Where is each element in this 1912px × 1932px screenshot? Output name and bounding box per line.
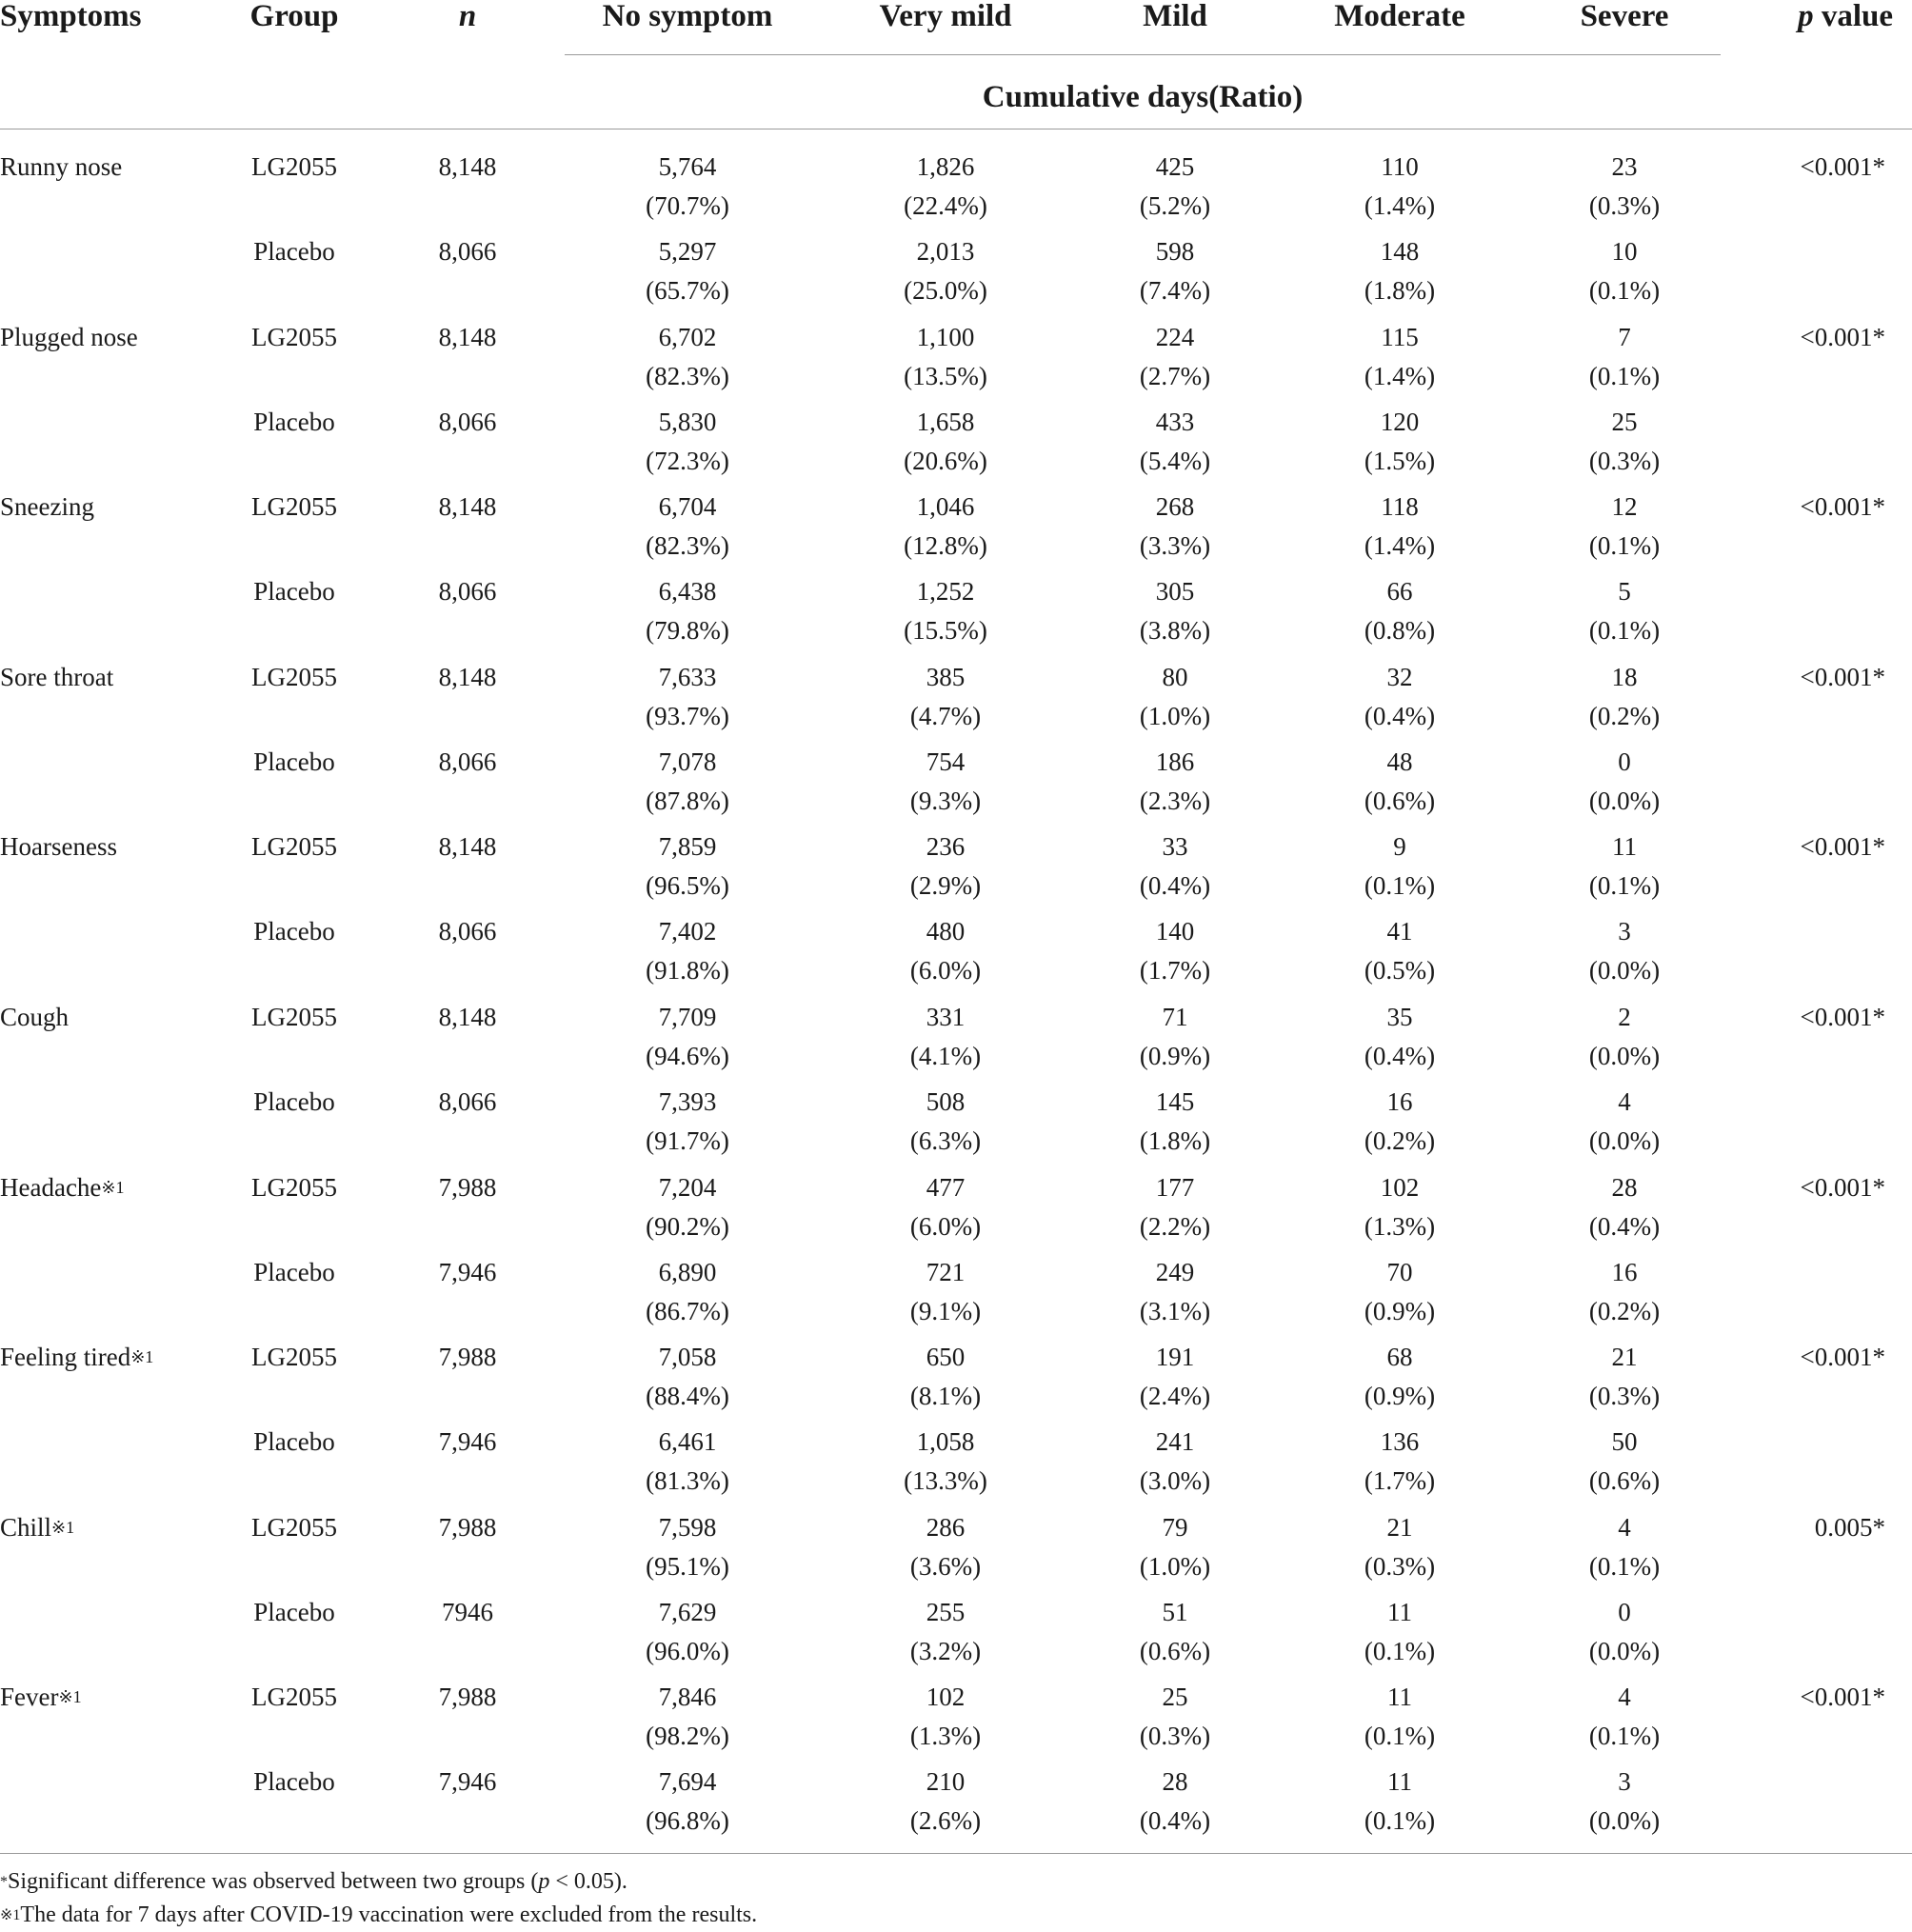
n-value: 8,148 (438, 322, 497, 351)
ratio-value: (0.3%) (1139, 1722, 1211, 1751)
count-value: 7,846 (658, 1683, 717, 1712)
count-value: 11 (1612, 832, 1637, 862)
count-value: 0 (1618, 1597, 1631, 1626)
symptom-label (0, 1508, 74, 1547)
ratio-value: (6.0%) (909, 1211, 982, 1241)
n-value: 7,946 (438, 1427, 497, 1457)
count-value: 51 (1162, 1597, 1188, 1626)
ratio-value: (25.0%) (904, 276, 987, 305)
header-divider (565, 54, 1721, 55)
ratio-value: (79.8%) (646, 616, 729, 646)
count-value: 102 (926, 1683, 966, 1712)
symptom-name: Feeling tired (0, 1343, 131, 1372)
group-label: LG2055 (251, 492, 337, 522)
ratio-value: (88.4%) (646, 1382, 729, 1411)
count-value: 11 (1387, 1597, 1412, 1626)
ratio-value: (65.7%) (646, 276, 729, 305)
ratio-value: (96.5%) (646, 871, 729, 901)
group-label: Placebo (253, 1257, 335, 1286)
p-value: <0.001* (1800, 1683, 1885, 1712)
count-value: 268 (1155, 492, 1195, 522)
ratio-value: (5.4%) (1139, 446, 1211, 475)
symptom-footnote-mark: ※1 (51, 1517, 75, 1537)
ratio-value: (0.6%) (1588, 1466, 1661, 1496)
ratio-value: (95.1%) (646, 1551, 729, 1581)
ratio-value: (2.3%) (1139, 786, 1211, 815)
n-value: 7,946 (438, 1257, 497, 1286)
count-value: 145 (1155, 1087, 1195, 1116)
count-value: 433 (1155, 407, 1195, 436)
group-label: LG2055 (251, 1343, 337, 1372)
group-label: Placebo (253, 747, 335, 776)
n-value: 7,988 (438, 1172, 497, 1202)
count-value: 4 (1618, 1087, 1631, 1116)
ratio-value: (6.0%) (909, 956, 982, 986)
n-value: 8,066 (438, 237, 497, 266)
col-header-severe: Severe (1580, 0, 1669, 33)
count-value: 286 (926, 1512, 966, 1542)
ratio-value: (0.9%) (1139, 1042, 1211, 1070)
n-value: 8,148 (438, 662, 497, 691)
symptom-label (0, 827, 117, 866)
group-label: LG2055 (251, 1003, 337, 1031)
p-value: <0.001* (1800, 662, 1885, 691)
count-value: 9 (1393, 832, 1406, 862)
ratio-value: (0.1%) (1588, 361, 1661, 390)
ratio-value: (7.4%) (1139, 276, 1211, 305)
ratio-value: (0.2%) (1588, 1296, 1661, 1325)
ratio-value: (0.1%) (1364, 1636, 1436, 1665)
ratio-value: (0.1%) (1588, 871, 1661, 901)
count-value: 186 (1155, 747, 1195, 776)
n-value: 8,066 (438, 747, 497, 776)
count-value: 23 (1611, 152, 1638, 181)
count-value: 6,438 (658, 577, 717, 607)
ratio-value: (1.4%) (1364, 531, 1436, 561)
count-value: 7 (1618, 322, 1631, 351)
ratio-value: (0.2%) (1588, 701, 1661, 730)
group-label: LG2055 (251, 152, 337, 181)
ratio-value: (81.3%) (646, 1466, 729, 1496)
ratio-value: (2.7%) (1139, 361, 1211, 390)
ratio-value: (2.9%) (909, 871, 982, 901)
group-label: Placebo (253, 577, 335, 607)
ratio-value: (86.7%) (646, 1296, 729, 1325)
ratio-value: (0.4%) (1139, 1806, 1211, 1836)
ratio-value: (6.3%) (909, 1126, 982, 1155)
ratio-value: (0.4%) (1364, 701, 1436, 730)
count-value: 28 (1162, 1767, 1188, 1797)
ratio-value: (0.1%) (1364, 871, 1436, 901)
footnote-vaccination: $^{※1}$The data for 7 days after COVID-19 vaccination were excluded from the results. (0, 1902, 758, 1927)
ratio-value: (0.8%) (1364, 616, 1436, 646)
count-value: 3 (1618, 917, 1631, 946)
symptom-label (0, 1678, 82, 1717)
ratio-value: (1.0%) (1139, 701, 1211, 730)
n-value: 8,066 (438, 917, 497, 946)
ratio-value: (0.1%) (1588, 531, 1661, 561)
count-value: 224 (1155, 322, 1195, 351)
ratio-value: (4.7%) (909, 701, 982, 730)
count-value: 177 (1155, 1172, 1195, 1202)
symptom-label (0, 1338, 153, 1377)
group-label: Placebo (253, 1087, 335, 1116)
ratio-value: (1.4%) (1364, 361, 1436, 390)
ratio-value: (0.1%) (1588, 1722, 1661, 1751)
ratio-value: (0.0%) (1588, 786, 1661, 815)
ratio-value: (1.3%) (909, 1722, 982, 1751)
group-label: LG2055 (251, 1683, 337, 1712)
col-header-no-symptom: No symptom (602, 0, 773, 33)
count-value: 25 (1162, 1683, 1188, 1712)
symptom-label (0, 998, 69, 1037)
ratio-value: (20.6%) (904, 446, 987, 475)
symptom-label (0, 318, 138, 357)
count-value: 241 (1155, 1427, 1195, 1457)
col-header-mild: Mild (1143, 0, 1207, 33)
ratio-value: (91.7%) (646, 1126, 729, 1155)
ratio-value: (82.3%) (646, 361, 729, 390)
ratio-value: (13.3%) (904, 1466, 987, 1496)
p-value: <0.001* (1800, 1003, 1885, 1031)
count-value: 5,297 (658, 237, 717, 266)
ratio-value: (15.5%) (904, 616, 987, 646)
n-value: 8,066 (438, 1087, 497, 1116)
count-value: 11 (1387, 1767, 1412, 1797)
ratio-value: (9.1%) (909, 1296, 982, 1325)
count-value: 7,058 (658, 1343, 717, 1372)
footnote-significance: *Significant difference was observed between two groups (p < 0.05). (0, 1869, 627, 1894)
ratio-value: (8.1%) (909, 1382, 982, 1411)
count-value: 28 (1611, 1172, 1638, 1202)
ratio-value: (82.3%) (646, 531, 729, 561)
count-value: 148 (1380, 237, 1420, 266)
count-value: 598 (1155, 237, 1195, 266)
n-value: 7,946 (438, 1767, 497, 1797)
count-value: 1,058 (916, 1427, 975, 1457)
group-label: Placebo (253, 1597, 335, 1626)
ratio-value: (70.7%) (646, 191, 729, 220)
symptom-name: Cough (0, 1003, 70, 1031)
count-value: 120 (1380, 407, 1420, 436)
count-value: 331 (926, 1003, 966, 1031)
count-value: 7,633 (658, 662, 717, 691)
ratio-value: (72.3%) (646, 446, 729, 475)
ratio-value: (3.2%) (909, 1636, 982, 1665)
ratio-value: (3.6%) (909, 1551, 982, 1581)
ratio-value: (0.1%) (1588, 616, 1661, 646)
p-value: <0.001* (1800, 152, 1885, 181)
ratio-value: (1.0%) (1139, 1551, 1211, 1581)
count-value: 1,658 (916, 407, 975, 436)
count-value: 236 (926, 832, 966, 862)
ratio-value: (0.6%) (1139, 1636, 1211, 1665)
ratio-value: (0.0%) (1588, 1806, 1661, 1836)
count-value: 7,709 (658, 1003, 717, 1031)
symptom-name: Chill (0, 1512, 52, 1542)
ratio-value: (90.2%) (646, 1211, 729, 1241)
ratio-value: (98.2%) (646, 1722, 729, 1751)
n-value: 8,148 (438, 492, 497, 522)
count-value: 477 (926, 1172, 966, 1202)
symptom-label (0, 658, 113, 697)
ratio-value: (12.8%) (904, 531, 987, 561)
count-value: 140 (1155, 917, 1195, 946)
count-value: 16 (1386, 1087, 1413, 1116)
ratio-value: (1.7%) (1364, 1466, 1436, 1496)
p-value: <0.001* (1800, 1343, 1885, 1372)
ratio-value: (0.3%) (1588, 1382, 1661, 1411)
ratio-value: (0.5%) (1364, 956, 1436, 986)
col-header-moderate: Moderate (1334, 0, 1465, 33)
count-value: 71 (1162, 1003, 1188, 1031)
ratio-value: (87.8%) (646, 786, 729, 815)
symptom-name: Sneezing (0, 492, 94, 522)
count-value: 16 (1611, 1257, 1638, 1286)
symptom-footnote-mark: ※1 (58, 1687, 82, 1707)
count-value: 21 (1386, 1512, 1413, 1542)
ratio-value: (1.7%) (1139, 956, 1211, 986)
ratio-value: (0.1%) (1588, 276, 1661, 305)
ratio-value: (2.2%) (1139, 1211, 1211, 1241)
count-value: 508 (926, 1087, 966, 1116)
count-value: 6,704 (658, 492, 717, 522)
ratio-value: (0.6%) (1364, 786, 1436, 815)
count-value: 18 (1611, 662, 1638, 691)
symptom-name: Fever (0, 1683, 59, 1712)
count-value: 102 (1380, 1172, 1420, 1202)
ratio-value: (0.1%) (1364, 1806, 1436, 1836)
count-value: 7,598 (658, 1512, 717, 1542)
ratio-value: (1.3%) (1364, 1211, 1436, 1241)
group-label: LG2055 (251, 832, 337, 862)
count-value: 721 (926, 1257, 966, 1286)
symptom-name: Headache (0, 1172, 102, 1202)
count-value: 80 (1162, 662, 1188, 691)
symptom-name: Plugged nose (0, 322, 138, 351)
count-value: 25 (1611, 407, 1638, 436)
symptom-footnote-mark: ※1 (101, 1177, 125, 1197)
symptom-label (0, 148, 122, 187)
group-label: LG2055 (251, 662, 337, 691)
count-value: 6,702 (658, 322, 717, 351)
ratio-value: (3.3%) (1139, 531, 1211, 561)
ratio-value: (0.9%) (1364, 1296, 1436, 1325)
count-value: 21 (1611, 1343, 1638, 1372)
ratio-value: (1.5%) (1364, 446, 1436, 475)
group-label: LG2055 (251, 322, 337, 351)
col-header-very-mild: Very mild (879, 0, 1012, 33)
n-value: 8,066 (438, 407, 497, 436)
ratio-value: (0.3%) (1588, 446, 1661, 475)
ratio-value: (94.6%) (646, 1042, 729, 1070)
ratio-value: (0.0%) (1588, 956, 1661, 986)
count-value: 480 (926, 917, 966, 946)
ratio-value: (3.1%) (1139, 1296, 1211, 1325)
count-value: 33 (1162, 832, 1188, 862)
count-value: 68 (1386, 1343, 1413, 1372)
n-value: 8,066 (438, 577, 497, 607)
count-value: 110 (1381, 152, 1419, 181)
count-value: 7,204 (658, 1172, 717, 1202)
count-value: 305 (1155, 577, 1195, 607)
ratio-value: (4.1%) (909, 1042, 982, 1070)
n-value: 7,988 (438, 1512, 497, 1542)
count-value: 5 (1618, 577, 1631, 607)
ratio-value: (22.4%) (904, 191, 987, 220)
count-value: 32 (1386, 662, 1413, 691)
sub-header-cumulative-days: Cumulative days(Ratio) (982, 80, 1304, 114)
count-value: 255 (926, 1597, 966, 1626)
count-value: 10 (1611, 237, 1638, 266)
p-value: <0.001* (1800, 492, 1885, 522)
count-value: 136 (1380, 1427, 1420, 1457)
ratio-value: (0.1%) (1588, 1551, 1661, 1581)
ratio-value: (2.4%) (1139, 1382, 1211, 1411)
p-value-word: value (1813, 0, 1893, 33)
count-value: 650 (926, 1343, 966, 1372)
ratio-value: (93.7%) (646, 701, 729, 730)
ratio-value: (0.4%) (1588, 1211, 1661, 1241)
ratio-value: (3.0%) (1139, 1466, 1211, 1496)
n-value: 8,148 (438, 832, 497, 862)
p-symbol: p (1798, 0, 1814, 33)
group-label: Placebo (253, 1427, 335, 1457)
ratio-value: (0.3%) (1588, 191, 1661, 220)
count-value: 249 (1155, 1257, 1195, 1286)
count-value: 7,402 (658, 917, 717, 946)
symptom-name: Sore throat (0, 662, 114, 691)
ratio-value: (0.4%) (1364, 1042, 1436, 1070)
count-value: 48 (1386, 747, 1413, 776)
group-label: Placebo (253, 237, 335, 266)
group-label: LG2055 (251, 1172, 337, 1202)
n-value: 7946 (442, 1597, 493, 1626)
symptom-name: Runny nose (0, 152, 123, 181)
group-label: Placebo (253, 917, 335, 946)
ratio-value: (1.8%) (1364, 276, 1436, 305)
ratio-value: (0.9%) (1364, 1382, 1436, 1411)
count-value: 1,046 (916, 492, 975, 522)
count-value: 1,100 (916, 322, 975, 351)
count-value: 7,859 (658, 832, 717, 862)
n-value: 8,148 (438, 152, 497, 181)
ratio-value: (2.6%) (909, 1806, 982, 1836)
count-value: 1,252 (916, 577, 975, 607)
count-value: 7,629 (658, 1597, 717, 1626)
count-value: 0 (1618, 747, 1631, 776)
count-value: 5,764 (658, 152, 717, 181)
n-value: 7,988 (438, 1683, 497, 1712)
count-value: 191 (1155, 1343, 1195, 1372)
symptom-label (0, 1168, 125, 1207)
table-bottom-rule (0, 1853, 1912, 1854)
count-value: 35 (1386, 1003, 1413, 1031)
ratio-value: (0.0%) (1588, 1042, 1661, 1070)
count-value: 4 (1618, 1683, 1631, 1712)
count-value: 12 (1611, 492, 1638, 522)
count-value: 6,461 (658, 1427, 717, 1457)
count-value: 70 (1386, 1257, 1413, 1286)
ratio-value: (0.2%) (1364, 1126, 1436, 1155)
ratio-value: (0.3%) (1364, 1551, 1436, 1581)
count-value: 210 (926, 1767, 966, 1797)
col-header-p-value (1798, 0, 1893, 32)
symptom-label (0, 488, 94, 527)
ratio-value: (3.8%) (1139, 616, 1211, 646)
symptom-name: Hoarseness (0, 832, 117, 862)
ratio-value: (96.8%) (646, 1806, 729, 1836)
symptom-footnote-mark: ※1 (130, 1347, 154, 1367)
count-value: 2 (1618, 1003, 1631, 1031)
ratio-value: (0.4%) (1139, 871, 1211, 901)
count-value: 4 (1618, 1512, 1631, 1542)
col-header-n: n (458, 0, 477, 33)
col-header-symptoms: Symptoms (0, 0, 142, 33)
count-value: 2,013 (916, 237, 975, 266)
count-value: 7,078 (658, 747, 717, 776)
count-value: 3 (1618, 1767, 1631, 1797)
p-value: 0.005* (1814, 1512, 1885, 1542)
count-value: 7,393 (658, 1087, 717, 1116)
count-value: 118 (1381, 492, 1419, 522)
ratio-value: (5.2%) (1139, 191, 1211, 220)
count-value: 50 (1611, 1427, 1638, 1457)
count-value: 385 (926, 662, 966, 691)
count-value: 66 (1386, 577, 1413, 607)
ratio-value: (0.0%) (1588, 1126, 1661, 1155)
count-value: 754 (926, 747, 966, 776)
count-value: 5,830 (658, 407, 717, 436)
ratio-value: (0.0%) (1588, 1636, 1661, 1665)
group-label: Placebo (253, 1767, 335, 1797)
ratio-value: (1.4%) (1364, 191, 1436, 220)
p-value: <0.001* (1800, 322, 1885, 351)
group-label: Placebo (253, 407, 335, 436)
ratio-value: (9.3%) (909, 786, 982, 815)
ratio-value: (96.0%) (646, 1636, 729, 1665)
n-value: 8,148 (438, 1003, 497, 1031)
p-value: <0.001* (1800, 1172, 1885, 1202)
count-value: 1,826 (916, 152, 975, 181)
col-header-group: Group (249, 0, 339, 33)
count-value: 6,890 (658, 1257, 717, 1286)
ratio-value: (91.8%) (646, 956, 729, 986)
group-label: LG2055 (251, 1512, 337, 1542)
ratio-value: (0.1%) (1364, 1722, 1436, 1751)
p-value: <0.001* (1800, 832, 1885, 862)
ratio-value: (13.5%) (904, 361, 987, 390)
count-value: 7,694 (658, 1767, 717, 1797)
n-value: 7,988 (438, 1343, 497, 1372)
count-value: 41 (1386, 917, 1413, 946)
count-value: 425 (1155, 152, 1195, 181)
ratio-value: (1.8%) (1139, 1126, 1211, 1155)
count-value: 11 (1387, 1683, 1412, 1712)
count-value: 115 (1381, 322, 1419, 351)
count-value: 79 (1162, 1512, 1188, 1542)
